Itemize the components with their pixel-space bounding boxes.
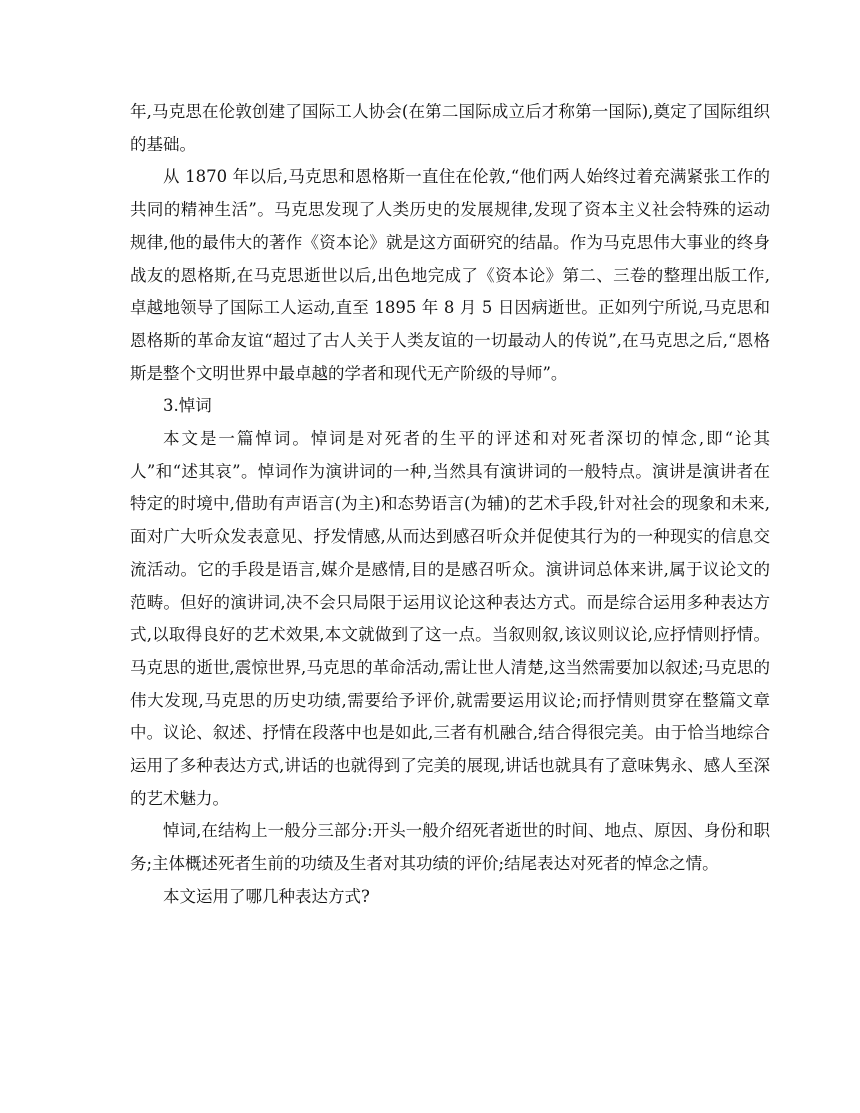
paragraph-continuation: 年,马克思在伦敦创建了国际工人协会(在第二国际成立后才称第一国际),奠定了国际组织的基础。	[130, 102, 770, 154]
document-body	[130, 96, 770, 914]
paragraph-eulogy-structure: 悼词,在结构上一般分三部分:开头一般介绍死者逝世的时间、地点、原因、身份和职务;主体概述死者生前的功绩及生者对其功绩的评价;结尾表达对死者的悼念之情。	[130, 821, 770, 874]
question-text: 本文运用了哪几种表达方式?	[163, 886, 370, 906]
paragraph-eulogy-analysis: 本文是一篇悼词。悼词是对死者的生平的评述和对死者深切的悼念,即“论其人”和“述其哀”。悼词作为演讲词的一种,当然具有演讲词的一般特点。演讲是演讲者在特定的时境中,借助有声语言(为主)和态势语言(为辅)的艺术手段,针对社会的现象和未来,面对广大听众发表意见、抒发情感,从而达到感召听众并促使其行为的一种现实的信息交流活动。它的手段是语言,媒介是感情,目的是感召听众。演讲词总体来讲,属于议论文的范畴。但好的演讲词,决不会只局限于运用议论这种表达方式。而是综合运用多种表达方式,以取得良好的艺术效果,本文就做到了这一点。当叙则叙,该议则议论,应抒情则抒情。马克思的逝世,震惊世界,马克思的革命活动,需让世人清楚,这当然需要加以叙述;马克思的伟大发现,马克思的历史功绩,需要给予评价,就需要运用议论;而抒情则贯穿在整篇文章中。议论、叙述、抒情在段落中也是如此,三者有机融合,结合得很完美。由于恰当地综合运用了多种表达方式,讲话的也就得到了完美的展现,讲话也就具有了意味隽永、感人至深的艺术魅力。	[130, 429, 770, 808]
paragraph-marx-engels: 从 1870 年以后,马克思和恩格斯一直住在伦敦,“他们两人始终过着充满紧张工作的共同的精神生活”。马克思发现了人类历史的发展规律,发现了资本主义社会特殊的运动规律,他的最伟大的著作《资本论》就是这方面研究的结晶。作为马克思伟大事业的终身战友的恩格斯,在马克思逝世以后,出色地完成了《资本论》第二、三卷的整理出版工作,卓越地领导了国际工人运动,直至 1895 年 8 月 5 日因病逝世。正如列宁所说,马克思和恩格斯的革命友谊“超过了古人关于人类友谊的一切最动人的传说”,在马克思之后,“恩格斯是整个文明世界中最卓越的学者和现代无产阶级的导师”。	[130, 167, 770, 383]
section-heading-eulogy: 3.悼词	[163, 396, 212, 416]
